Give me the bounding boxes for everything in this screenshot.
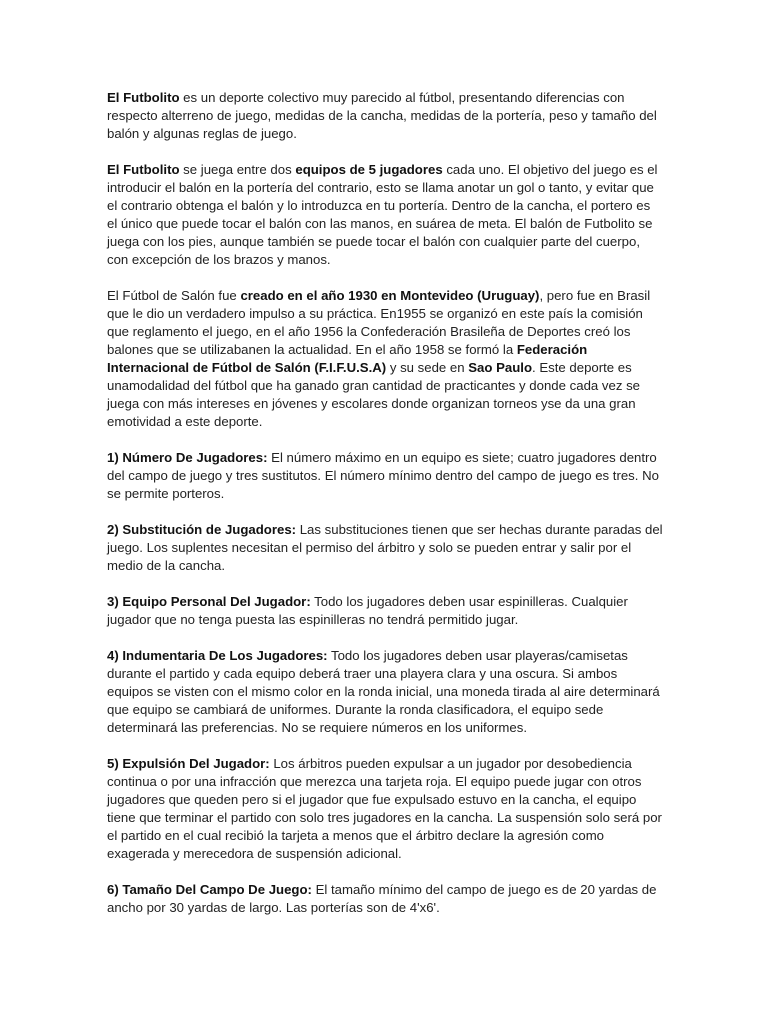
bold-text-run: 6) Tamaño Del Campo De Juego:	[107, 882, 312, 897]
paragraph-futbolito-intro	[107, 89, 663, 143]
paragraph-rule-4-indumentaria	[107, 647, 663, 737]
text-run: es un deporte colectivo muy parecido al fútbol, presentando diferencias con respecto alterreno de juego, medidas de la cancha, medidas de la portería, peso y tamaño del balón y algunas reglas de juego.	[107, 90, 657, 141]
bold-text-run: El Futbolito	[107, 162, 180, 177]
paragraph-rule-6-tamano-campo	[107, 881, 663, 917]
bold-text-run: 2) Substitución de Jugadores:	[107, 522, 297, 537]
bold-text-run: 3) Equipo Personal Del Jugador:	[107, 594, 311, 609]
bold-text-run: 4) Indumentaria De Los Jugadores:	[107, 648, 328, 663]
paragraph-rule-1-numero-de-jugadores	[107, 449, 663, 503]
bold-text-run: equipos de 5 jugadores	[295, 162, 443, 177]
document-page	[107, 89, 663, 935]
text-run: Todo los jugadores deben usar espinilleras. Cualquier jugador que no tenga puesta las espinilleras no tendrá permitido jugar.	[107, 594, 628, 627]
bold-text-run: 5) Expulsión Del Jugador:	[107, 756, 270, 771]
paragraph-rule-2-substitucion	[107, 521, 663, 575]
paragraph-futbolito-rules	[107, 161, 663, 269]
bold-text-run: Federación Internacional de Fútbol de Salón (F.I.F.U.S.A)	[107, 342, 588, 375]
bold-text-run: Sao Paulo	[468, 360, 533, 375]
text-run: . Este deporte es unamodalidad del fútbol que ha ganado gran cantidad de practicantes y donde cada vez se juega con más intereses en jóvenes y escolares donde organizan torneos yse da una gran emotividad a este deporte.	[107, 360, 641, 429]
text-run: Todo los jugadores deben usar playeras/camisetas durante el partido y cada equipo deberá traer una playera clara y una oscura. Si ambos equipos se visten con el mismo color en la ronda inicial, una moneda tirada al aire determinará que equipo se cambiará de uniformes. Durante la ronda clasificadora, el equipo sede determinará las preferencias. No se requiere números en los uniformes.	[107, 648, 660, 735]
text-run: , pero fue en Brasil que le dio un verdadero impulso a su práctica. En1955 se organizó en este país la comisión que reglamento el juego, en el año 1956 la Confederación Brasileña de Deportes creó los balones que se utilizabanen la actualidad. En el año 1958 se formó la	[107, 288, 651, 357]
bold-text-run: El Futbolito	[107, 90, 180, 105]
paragraph-rule-5-expulsion	[107, 755, 663, 863]
paragraph-futbol-de-salon-history	[107, 287, 663, 431]
text-run: El número máximo en un equipo es siete; cuatro jugadores dentro del campo de juego y tres sustitutos. El número mínimo dentro del campo de juego es tres. No se permite porteros.	[107, 450, 659, 501]
text-run: El Fútbol de Salón fue	[107, 288, 241, 303]
text-run: y su sede en	[386, 360, 469, 375]
bold-text-run: 1) Número De Jugadores:	[107, 450, 268, 465]
text-run: cada uno. El objetivo del juego es el introducir el balón en la portería del contrario, esto se llama anotar un gol o tanto, y evitar que el contrario obtenga el balón y lo introduzca en tu portería. Dentro de la cancha, el portero es el único que puede tocar el balón con las manos, en suárea de meta. El balón de Futbolito se juega con los pies, aunque también se puede tocar el balón con cualquier parte del cuerpo, con excepción de los brazos y manos.	[107, 162, 658, 267]
text-run: Los árbitros pueden expulsar a un jugador por desobediencia continua o por una infracción que merezca una tarjeta roja. El equipo puede jugar con otros jugadores que queden pero si el jugador que fue expulsado estuvo en la cancha, el equipo tiene que terminar el partido con solo tres jugadores en la cancha. La suspensión solo será por el partido en el cual recibió la tarjeta a menos que el árbitro declare la agresión como exagerada y merecedora de suspensión adicional.	[107, 756, 662, 861]
bold-text-run: creado en el año 1930 en Montevideo (Uruguay)	[240, 288, 540, 303]
paragraph-rule-3-equipo-personal	[107, 593, 663, 629]
text-run: Las substituciones tienen que ser hechas durante paradas del juego. Los suplentes necesitan el permiso del árbitro y solo se pueden entrar y salir por el medio de la cancha.	[107, 522, 663, 573]
text-run: se juega entre dos	[179, 162, 296, 177]
text-run: El tamaño mínimo del campo de juego es de 20 yardas de ancho por 30 yardas de largo. Las porterías son de 4'x6'.	[107, 882, 657, 915]
